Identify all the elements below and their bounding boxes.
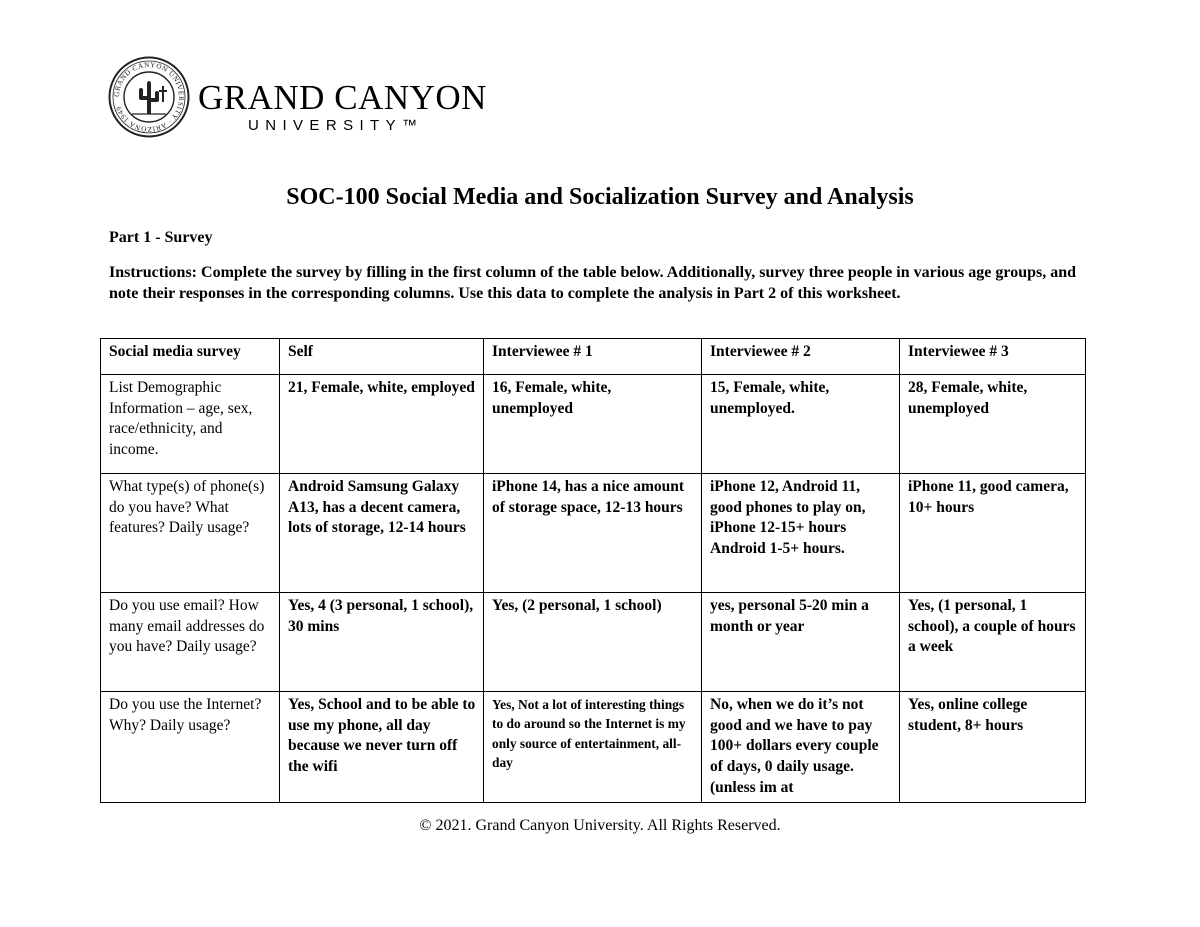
- column-header: Social media survey: [101, 339, 280, 375]
- column-header: Interviewee # 3: [900, 339, 1086, 375]
- answer-cell: 21, Female, white, employed: [280, 375, 484, 474]
- survey-table: [100, 338, 1086, 803]
- table-row: [101, 375, 1086, 474]
- answer-cell: 28, Female, white, unemployed: [900, 375, 1086, 474]
- answer-cell: Yes, School and to be able to use my phone, all day because we never turn off the wifi: [280, 692, 484, 803]
- question-cell: List Demographic Information – age, sex, race/ethnicity, and income.: [101, 375, 280, 474]
- university-logo: [108, 56, 488, 140]
- column-header: Self: [280, 339, 484, 375]
- answer-cell: Yes, (2 personal, 1 school): [484, 593, 702, 692]
- document-title: SOC-100 Social Media and Socialization Survey and Analysis: [286, 184, 914, 210]
- instructions-paragraph: Instructions: Complete the survey by filling in the first column of the table below. Additionally, survey three people in various age groups, and note their responses in the corresponding columns. Use this data to complete the analysis in Part 2 of this worksheet.: [109, 264, 1077, 302]
- logo-subtitle: UNIVERSITY™: [248, 117, 424, 134]
- answer-cell: iPhone 14, has a nice amount of storage space, 12-13 hours: [484, 474, 702, 593]
- answer-cell: iPhone 11, good camera, 10+ hours: [900, 474, 1086, 593]
- table-header-row: [101, 339, 1086, 375]
- answer-cell: iPhone 12, Android 11, good phones to play on, iPhone 12-15+ hours Android 1-5+ hours.: [702, 474, 900, 593]
- table-row: [101, 593, 1086, 692]
- answer-cell: Yes, (1 personal, 1 school), a couple of hours a week: [900, 593, 1086, 692]
- question-cell: Do you use email? How many email addresses do you have? Daily usage?: [101, 593, 280, 692]
- svg-text:GRAND CANYON UNIVERSITY · ARIZ: GRAND CANYON UNIVERSITY · ARIZONA 1949: [112, 60, 186, 134]
- answer-cell: Android Samsung Galaxy A13, has a decent camera, lots of storage, 12-14 hours: [280, 474, 484, 593]
- question-cell: What type(s) of phone(s) do you have? What features? Daily usage?: [101, 474, 280, 593]
- answer-cell: Yes, Not a lot of interesting things to do around so the Internet is my only source of entertainment, all-day: [484, 692, 702, 803]
- table-row: [101, 474, 1086, 593]
- university-seal-icon: [108, 56, 190, 138]
- answer-cell: 15, Female, white, unemployed.: [702, 375, 900, 474]
- question-cell: Do you use the Internet? Why? Daily usage?: [101, 692, 280, 803]
- answer-cell: Yes, 4 (3 personal, 1 school), 30 mins: [280, 593, 484, 692]
- column-header: Interviewee # 2: [702, 339, 900, 375]
- answer-cell: Yes, online college student, 8+ hours: [900, 692, 1086, 803]
- part-heading: Part 1 - Survey: [109, 229, 213, 246]
- table-row: [101, 692, 1086, 803]
- copyright-footer: © 2021. Grand Canyon University. All Rights Reserved.: [419, 817, 781, 834]
- answer-cell: 16, Female, white, unemployed: [484, 375, 702, 474]
- answer-cell: yes, personal 5-20 min a month or year: [702, 593, 900, 692]
- answer-cell: No, when we do it’s not good and we have to pay 100+ dollars every couple of days, 0 daily usage. (unless im at: [702, 692, 900, 803]
- logo-wordmark: GRAND CANYON: [198, 78, 487, 117]
- column-header: Interviewee # 1: [484, 339, 702, 375]
